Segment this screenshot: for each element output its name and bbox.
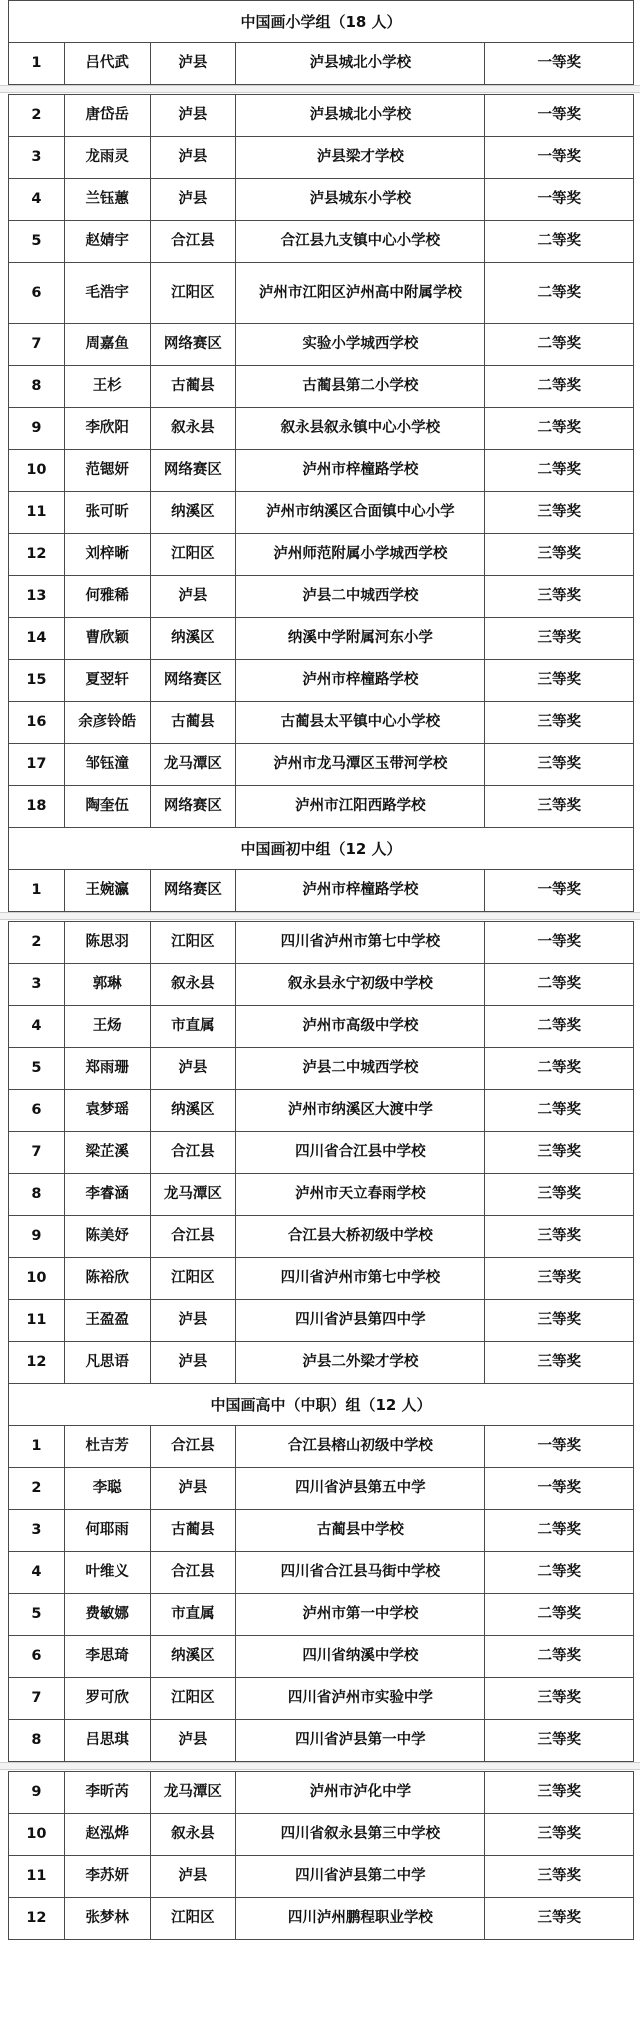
table-row (8, 1425, 634, 1468)
student-name: 何雅稀 (65, 576, 151, 617)
district: 江阳区 (151, 534, 237, 575)
row-number: 17 (9, 744, 65, 785)
student-name: 赵婧宇 (65, 221, 151, 262)
award-level: 三等奖 (537, 756, 581, 773)
award-level: 一等奖 (537, 107, 581, 124)
row-number: 10 (9, 450, 65, 491)
student-name: 吕代武 (65, 43, 151, 84)
table-row (8, 1897, 634, 1940)
row-number: 8 (9, 366, 65, 407)
table-row (8, 1047, 634, 1090)
table-row (8, 1215, 634, 1258)
table-row (8, 1719, 634, 1762)
row-number: 7 (9, 1132, 65, 1173)
student-name: 毛浩宇 (65, 263, 151, 323)
student-name: 余彦铃皓 (65, 702, 151, 743)
student-name: 周嘉鱼 (65, 324, 151, 365)
row-number: 10 (9, 1814, 65, 1855)
student-name: 李睿涵 (65, 1174, 151, 1215)
school-name: 四川省泸县第一中学 (236, 1720, 485, 1761)
school-name: 泸州市梓橦路学校 (236, 660, 485, 701)
district: 江阳区 (151, 1898, 237, 1939)
section-title: 中国画小学组（18 人） (8, 0, 634, 43)
school-name: 泸县城东小学校 (236, 179, 485, 220)
school-name: 四川泸州鹏程职业学校 (236, 1898, 485, 1939)
student-name: 陈裕欣 (65, 1258, 151, 1299)
table-row (8, 42, 634, 85)
school-name: 泸州市泸化中学 (236, 1772, 485, 1813)
award-level: 三等奖 (537, 1354, 581, 1371)
row-number: 1 (9, 870, 65, 911)
school-name: 实验小学城西学校 (236, 324, 485, 365)
award-level: 一等奖 (537, 1438, 581, 1455)
award-level: 二等奖 (537, 233, 581, 250)
row-number: 4 (9, 1552, 65, 1593)
row-number: 10 (9, 1258, 65, 1299)
school-name: 四川省泸州市第七中学校 (236, 922, 485, 963)
row-number: 6 (9, 263, 65, 323)
table-row (8, 262, 634, 324)
row-number: 2 (9, 1468, 65, 1509)
school-name: 泸州市高级中学校 (236, 1006, 485, 1047)
award-level: 三等奖 (537, 1826, 581, 1843)
student-name: 唐岱岳 (65, 95, 151, 136)
district: 古蔺县 (151, 366, 237, 407)
award-level: 三等奖 (537, 1910, 581, 1927)
row-number: 11 (9, 1856, 65, 1897)
table-row (8, 178, 634, 221)
award-level: 三等奖 (537, 1270, 581, 1287)
student-name: 范锶妍 (65, 450, 151, 491)
row-number: 16 (9, 702, 65, 743)
district: 网络赛区 (151, 870, 237, 911)
school-name: 四川省纳溪中学校 (236, 1636, 485, 1677)
student-name: 凡思语 (65, 1342, 151, 1383)
school-name: 泸州市纳溪区合面镇中心小学 (236, 492, 485, 533)
row-number: 11 (9, 492, 65, 533)
district: 市直属 (151, 1594, 237, 1635)
row-number: 13 (9, 576, 65, 617)
award-level: 三等奖 (537, 504, 581, 521)
school-name: 四川省合江县中学校 (236, 1132, 485, 1173)
school-name: 泸县二中城西学校 (236, 576, 485, 617)
school-name: 泸县城北小学校 (236, 95, 485, 136)
row-number: 2 (9, 95, 65, 136)
table-row (8, 659, 634, 702)
school-name: 四川省叙永县第三中学校 (236, 1814, 485, 1855)
school-name: 泸州市梓橦路学校 (236, 870, 485, 911)
student-name: 李昕芮 (65, 1772, 151, 1813)
award-level: 三等奖 (537, 1186, 581, 1203)
award-level: 三等奖 (537, 1144, 581, 1161)
row-number: 8 (9, 1174, 65, 1215)
student-name: 龙雨灵 (65, 137, 151, 178)
school-name: 叙永县叙永镇中心小学校 (236, 408, 485, 449)
award-level: 三等奖 (537, 1732, 581, 1749)
district: 纳溪区 (151, 1636, 237, 1677)
student-name: 王婉瀛 (65, 870, 151, 911)
table-row (8, 963, 634, 1006)
table-row (8, 1341, 634, 1384)
student-name: 李欣阳 (65, 408, 151, 449)
school-name: 泸州师范附属小学城西学校 (236, 534, 485, 575)
table-row (8, 575, 634, 618)
award-level: 三等奖 (537, 1690, 581, 1707)
district: 泸县 (151, 1720, 237, 1761)
student-name: 罗可欣 (65, 1678, 151, 1719)
award-level: 二等奖 (537, 1564, 581, 1581)
district: 合江县 (151, 221, 237, 262)
school-name: 泸县城北小学校 (236, 43, 485, 84)
table-row (8, 1509, 634, 1552)
school-name: 泸州市第一中学校 (236, 1594, 485, 1635)
district: 纳溪区 (151, 492, 237, 533)
student-name: 兰钰蕙 (65, 179, 151, 220)
student-name: 王盈盈 (65, 1300, 151, 1341)
student-name: 郑雨珊 (65, 1048, 151, 1089)
district: 泸县 (151, 1342, 237, 1383)
table-row (8, 220, 634, 263)
table-row (8, 1635, 634, 1678)
table-row (8, 1005, 634, 1048)
table-row (8, 1771, 634, 1814)
table-row (8, 1551, 634, 1594)
student-name: 李聪 (65, 1468, 151, 1509)
table-row (8, 94, 634, 137)
row-number: 5 (9, 221, 65, 262)
district: 合江县 (151, 1216, 237, 1257)
row-number: 9 (9, 408, 65, 449)
row-number: 1 (9, 1426, 65, 1467)
table-row (8, 1813, 634, 1856)
award-level: 二等奖 (537, 336, 581, 353)
row-number: 6 (9, 1636, 65, 1677)
award-level: 二等奖 (537, 976, 581, 993)
award-level: 三等奖 (537, 546, 581, 563)
district: 泸县 (151, 179, 237, 220)
award-level: 三等奖 (537, 798, 581, 815)
school-name: 古蔺县第二小学校 (236, 366, 485, 407)
table-row (8, 1257, 634, 1300)
table-row (8, 449, 634, 492)
student-name: 陈思羽 (65, 922, 151, 963)
award-level: 三等奖 (537, 588, 581, 605)
row-number: 3 (9, 964, 65, 1005)
award-level: 二等奖 (537, 462, 581, 479)
school-name: 泸州市江阳西路学校 (236, 786, 485, 827)
district: 泸县 (151, 137, 237, 178)
row-number: 14 (9, 618, 65, 659)
school-name: 泸州市龙马潭区玉带河学校 (236, 744, 485, 785)
award-level: 三等奖 (537, 714, 581, 731)
student-name: 曹欣颖 (65, 618, 151, 659)
student-name: 李苏妍 (65, 1856, 151, 1897)
row-number: 12 (9, 1898, 65, 1939)
award-level: 一等奖 (537, 55, 581, 72)
table-row (8, 1855, 634, 1898)
student-name: 王炀 (65, 1006, 151, 1047)
table-row (8, 1593, 634, 1636)
table-row (8, 1089, 634, 1132)
district: 叙永县 (151, 1814, 237, 1855)
student-name: 陶奎伍 (65, 786, 151, 827)
section-title: 中国画初中组（12 人） (8, 827, 634, 870)
award-level: 三等奖 (537, 630, 581, 647)
district: 合江县 (151, 1132, 237, 1173)
student-name: 张可昕 (65, 492, 151, 533)
school-name: 泸县二中城西学校 (236, 1048, 485, 1089)
school-name: 四川省泸县第二中学 (236, 1856, 485, 1897)
row-number: 1 (9, 43, 65, 84)
award-level: 三等奖 (537, 672, 581, 689)
district: 江阳区 (151, 922, 237, 963)
district: 网络赛区 (151, 786, 237, 827)
table-row (8, 365, 634, 408)
school-name: 泸县梁才学校 (236, 137, 485, 178)
student-name: 袁梦瑶 (65, 1090, 151, 1131)
award-level: 二等奖 (537, 1606, 581, 1623)
student-name: 赵泓烨 (65, 1814, 151, 1855)
student-name: 张梦林 (65, 1898, 151, 1939)
row-number: 7 (9, 324, 65, 365)
student-name: 叶维义 (65, 1552, 151, 1593)
school-name: 四川省泸县第五中学 (236, 1468, 485, 1509)
row-number: 9 (9, 1216, 65, 1257)
district: 古蔺县 (151, 1510, 237, 1551)
page-break (0, 85, 640, 93)
row-number: 5 (9, 1594, 65, 1635)
award-level: 三等奖 (537, 1312, 581, 1329)
award-level: 二等奖 (537, 420, 581, 437)
award-level: 三等奖 (537, 1228, 581, 1245)
award-level: 二等奖 (537, 1060, 581, 1077)
table-row (8, 1299, 634, 1342)
district: 江阳区 (151, 1678, 237, 1719)
district: 江阳区 (151, 263, 237, 323)
district: 叙永县 (151, 964, 237, 1005)
table-row (8, 617, 634, 660)
row-number: 15 (9, 660, 65, 701)
district: 纳溪区 (151, 618, 237, 659)
school-name: 四川省泸县第四中学 (236, 1300, 485, 1341)
district: 纳溪区 (151, 1090, 237, 1131)
row-number: 18 (9, 786, 65, 827)
district: 网络赛区 (151, 660, 237, 701)
row-number: 6 (9, 1090, 65, 1131)
row-number: 4 (9, 179, 65, 220)
district: 市直属 (151, 1006, 237, 1047)
award-level: 一等奖 (537, 1480, 581, 1497)
table-row (8, 785, 634, 828)
table-row (8, 136, 634, 179)
district: 龙马潭区 (151, 1174, 237, 1215)
row-number: 2 (9, 922, 65, 963)
district: 龙马潭区 (151, 744, 237, 785)
student-name: 李思琦 (65, 1636, 151, 1677)
student-name: 杜吉芳 (65, 1426, 151, 1467)
school-name: 古蔺县太平镇中心小学校 (236, 702, 485, 743)
row-number: 12 (9, 1342, 65, 1383)
district: 合江县 (151, 1552, 237, 1593)
row-number: 7 (9, 1678, 65, 1719)
school-name: 合江县榕山初级中学校 (236, 1426, 485, 1467)
district: 古蔺县 (151, 702, 237, 743)
student-name: 吕思琪 (65, 1720, 151, 1761)
award-level: 二等奖 (537, 1018, 581, 1035)
award-level: 二等奖 (537, 1522, 581, 1539)
district: 泸县 (151, 43, 237, 84)
table-row (8, 1173, 634, 1216)
award-level: 一等奖 (537, 191, 581, 208)
district: 泸县 (151, 1856, 237, 1897)
award-level: 一等奖 (537, 149, 581, 166)
table-row (8, 323, 634, 366)
table-row (8, 491, 634, 534)
school-name: 泸州市梓橦路学校 (236, 450, 485, 491)
row-number: 12 (9, 534, 65, 575)
award-level: 二等奖 (537, 284, 581, 301)
student-name: 邹钰潼 (65, 744, 151, 785)
student-name: 梁芷溪 (65, 1132, 151, 1173)
table-row (8, 743, 634, 786)
award-level: 一等奖 (537, 882, 581, 899)
school-name: 泸县二外梁才学校 (236, 1342, 485, 1383)
district: 泸县 (151, 576, 237, 617)
student-name: 何耶雨 (65, 1510, 151, 1551)
table-row (8, 407, 634, 450)
district: 网络赛区 (151, 324, 237, 365)
table-row (8, 1131, 634, 1174)
table-row (8, 1467, 634, 1510)
row-number: 3 (9, 1510, 65, 1551)
district: 泸县 (151, 1300, 237, 1341)
school-name: 四川省泸州市第七中学校 (236, 1258, 485, 1299)
page-break (0, 1762, 640, 1770)
school-name: 四川省合江县马街中学校 (236, 1552, 485, 1593)
student-name: 费敏娜 (65, 1594, 151, 1635)
district: 合江县 (151, 1426, 237, 1467)
student-name: 夏翌轩 (65, 660, 151, 701)
student-name: 陈美妤 (65, 1216, 151, 1257)
award-level: 一等奖 (537, 934, 581, 951)
student-name: 王杉 (65, 366, 151, 407)
award-level: 三等奖 (537, 1784, 581, 1801)
school-name: 合江县大桥初级中学校 (236, 1216, 485, 1257)
district: 叙永县 (151, 408, 237, 449)
school-name: 四川省泸州市实验中学 (236, 1678, 485, 1719)
page-break (0, 912, 640, 920)
district: 江阳区 (151, 1258, 237, 1299)
award-level: 二等奖 (537, 1648, 581, 1665)
school-name: 泸州市纳溪区大渡中学 (236, 1090, 485, 1131)
award-level: 二等奖 (537, 378, 581, 395)
table-row (8, 701, 634, 744)
row-number: 11 (9, 1300, 65, 1341)
student-name: 刘梓晰 (65, 534, 151, 575)
school-name: 泸州市江阳区泸州高中附属学校 (236, 263, 485, 323)
district: 泸县 (151, 95, 237, 136)
district: 网络赛区 (151, 450, 237, 491)
award-level: 三等奖 (537, 1868, 581, 1885)
student-name: 郭琳 (65, 964, 151, 1005)
school-name: 泸州市天立春雨学校 (236, 1174, 485, 1215)
school-name: 合江县九支镇中心小学校 (236, 221, 485, 262)
district: 泸县 (151, 1468, 237, 1509)
row-number: 5 (9, 1048, 65, 1089)
table-row (8, 1677, 634, 1720)
school-name: 纳溪中学附属河东小学 (236, 618, 485, 659)
school-name: 古蔺县中学校 (236, 1510, 485, 1551)
table-row (8, 533, 634, 576)
school-name: 叙永县永宁初级中学校 (236, 964, 485, 1005)
section-title: 中国画高中（中职）组（12 人） (8, 1383, 634, 1426)
district: 泸县 (151, 1048, 237, 1089)
table-row (8, 921, 634, 964)
row-number: 3 (9, 137, 65, 178)
district: 龙马潭区 (151, 1772, 237, 1813)
row-number: 4 (9, 1006, 65, 1047)
row-number: 8 (9, 1720, 65, 1761)
row-number: 9 (9, 1772, 65, 1813)
table-row (8, 869, 634, 912)
award-level: 二等奖 (537, 1102, 581, 1119)
